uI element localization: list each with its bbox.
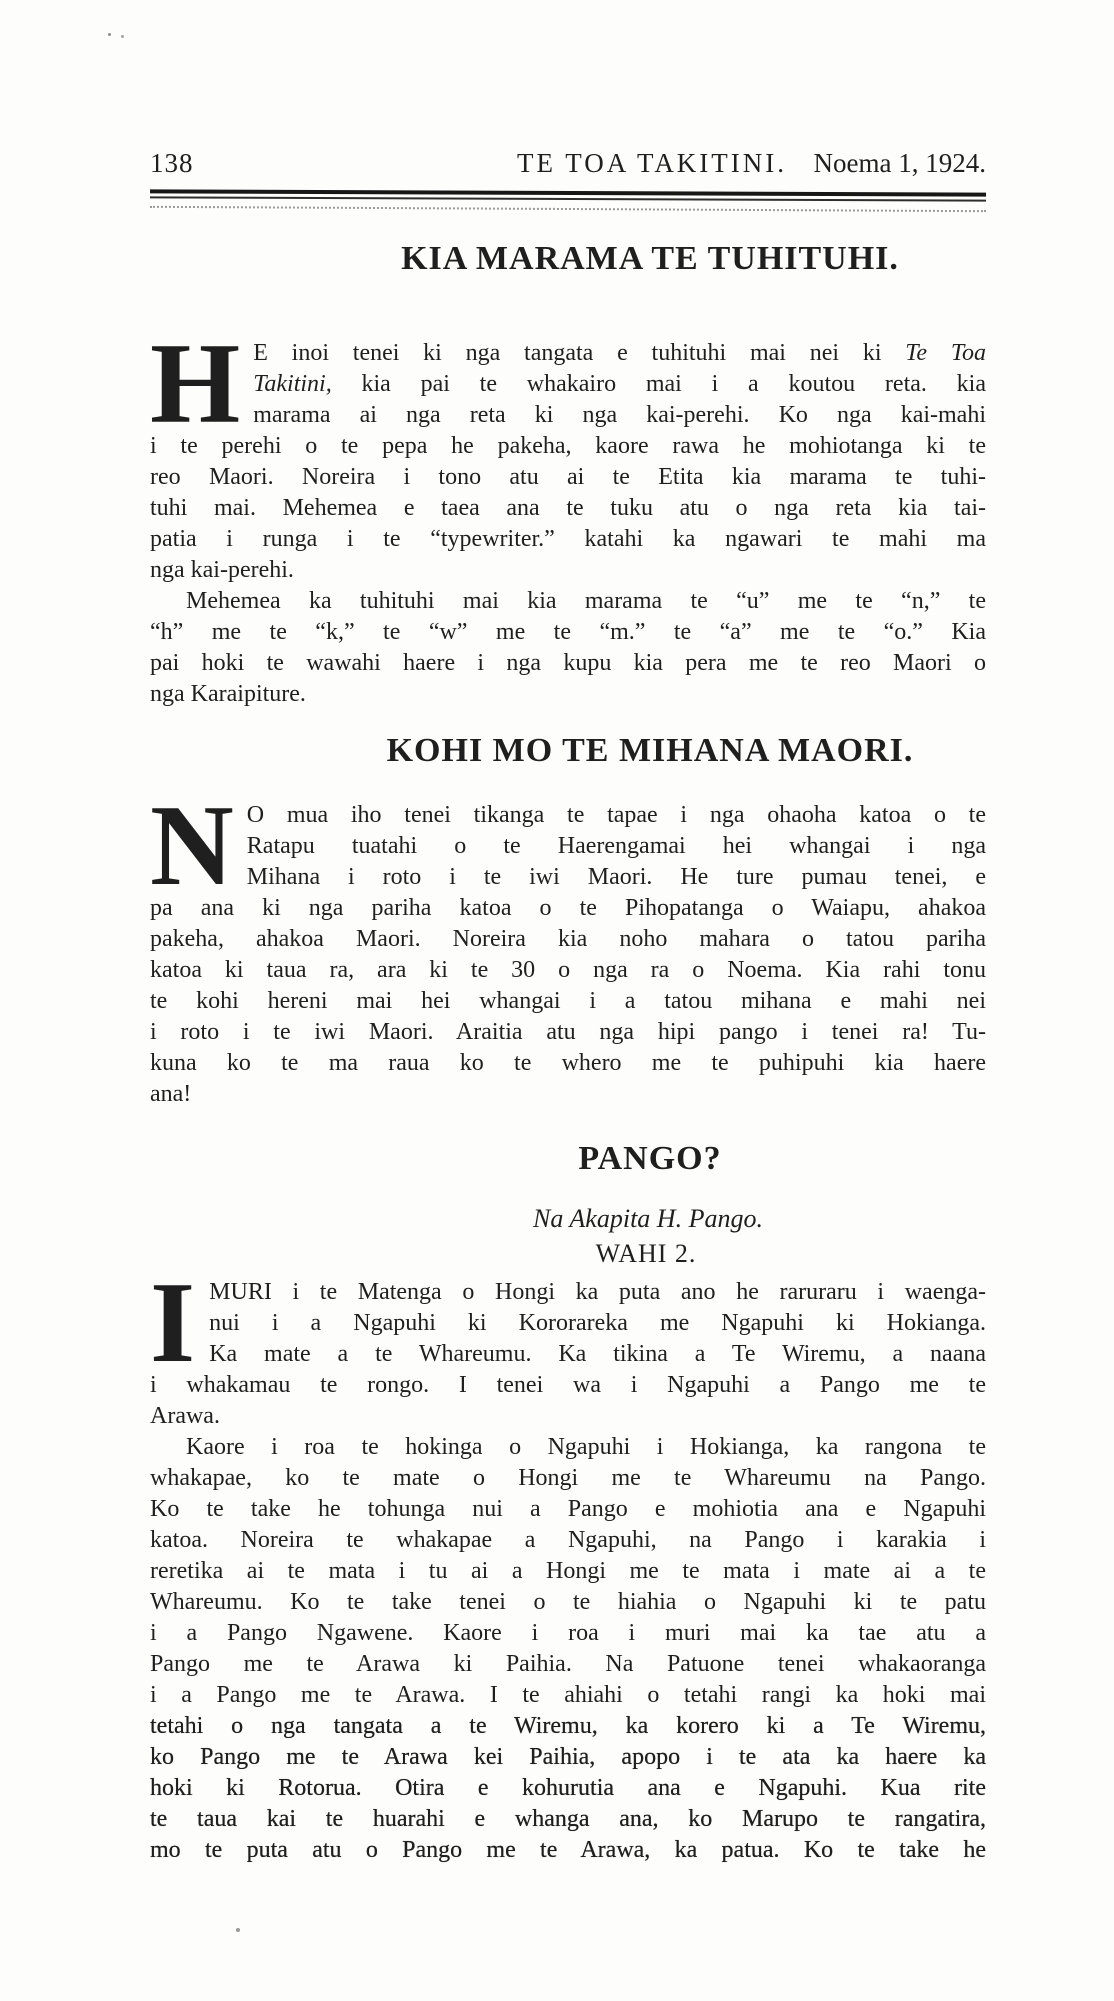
text-line: patia i runga i te “typewriter.” katahi ka ngawari te mahi ma <box>150 526 986 552</box>
text-line: te kohi hereni mai hei whangai i a tatou mihana e mahi nei <box>150 988 986 1014</box>
scan-artifact-dot <box>121 35 124 38</box>
header-rule <box>150 189 986 211</box>
text-line: katoa. Noreira te whakapae a Ngapuhi, na Pango i karakia i <box>150 1527 986 1553</box>
text-line: Ratapu tuatahi o te Haerengamai hei whangai i nga <box>246 833 986 859</box>
text-line <box>253 369 986 400</box>
text-line: Mehemea ka tuhituhi mai kia marama te “u” me te “n,” te <box>186 588 986 614</box>
rule-thick <box>150 189 986 196</box>
section-pango <box>150 1140 986 1866</box>
paragraph <box>150 782 986 1110</box>
section-kia-marama <box>150 240 986 710</box>
page-number: 138 <box>150 148 194 178</box>
text-segment: E inoi tenei ki nga tangata e tuhituhi mai nei ki <box>253 340 906 366</box>
text-segment: kia pai te whakairo mai i a koutou reta. kia <box>331 371 986 397</box>
section-kohi-mihana <box>150 732 986 1110</box>
text-line: Mihana i roto i te iwi Maori. He ture pumau tenei, e <box>246 864 986 890</box>
text-line: Arawa. <box>150 1403 220 1429</box>
section-heading: KOHI MO TE MIHANA MAORI. <box>386 732 914 769</box>
drop-cap: I <box>150 1259 196 1387</box>
text-line: i te perehi o te pepa he pakeha, kaore rawa he mohiotanga ki te <box>150 433 986 459</box>
text-line: tuhi mai. Mehemea e taea ana te tuku atu o nga reta kia tai- <box>150 495 986 521</box>
text-line: ko Pango me te Arawa kei Paihia, apopo i te ata ka haere ka <box>150 1744 986 1770</box>
text-line: whakapae, ko te mate o Hongi me te Whareumu na Pango. <box>150 1465 986 1491</box>
text-line <box>253 338 986 369</box>
drop-cap: H <box>150 320 241 448</box>
rule-faint <box>150 206 986 212</box>
text-line: Ko te take he tohunga nui a Pango e mohiotia ana e Ngapuhi <box>150 1496 986 1522</box>
text-line: “h” me te “k,” te “w” me te “m.” te “a” me te “o.” Kia <box>150 619 986 645</box>
byline: Na Akapita H. Pango. <box>533 1204 763 1233</box>
scan-artifact-dot <box>108 33 111 36</box>
paragraph <box>150 1432 986 1866</box>
text-line: i a Pango me te Arawa. I te ahiahi o tetahi rangi ka hoki mai <box>150 1682 986 1708</box>
text-line: MURI i te Matenga o Hongi ka puta ano he raruraru i waenga- <box>209 1279 986 1305</box>
text-line: marama ai nga reta ki nga kai-perehi. Ko nga kai-mahi <box>253 402 986 428</box>
dropcap-lines <box>247 800 986 893</box>
text-line: ana! <box>150 1081 192 1107</box>
text-line: nga kai-perehi. <box>150 557 294 583</box>
text-line: i a Pango Ngawene. Kaore i roa i muri mai ka tae atu a <box>150 1620 986 1646</box>
rule-medium <box>150 196 986 201</box>
scan-artifact-dot <box>236 1928 240 1932</box>
section-heading: PANGO? <box>578 1140 722 1177</box>
text-line: pakeha, ahakoa Maori. Noreira kia noho mahara o tatou pariha <box>150 926 986 952</box>
issue-date: Noema 1, 1924. <box>813 148 986 178</box>
text-line: pa ana ki nga pariha katoa o te Pihopatanga o Waiapu, ahakoa <box>150 895 986 921</box>
text-segment-italic: Takitini, <box>253 371 332 397</box>
text-line: O mua iho tenei tikanga te tapae i nga ohaoha katoa o te <box>246 802 986 828</box>
page-content <box>150 0 986 1866</box>
text-line: nui i a Ngapuhi ki Kororareka me Ngapuhi ki Hokianga. <box>209 1310 986 1336</box>
page-header <box>150 148 986 184</box>
text-line: Kaore i roa te hokinga o Ngapuhi i Hokianga, ka rangona te <box>186 1434 986 1460</box>
part-subheading: WAHI 2. <box>595 1239 697 1268</box>
text-line: te taua kai te huarahi e whanga ana, ko Marupo te rangatira, <box>150 1806 986 1832</box>
text-line: reretika ai te mata i tu ai a Hongi me te mata i mate ai a te <box>150 1558 986 1584</box>
text-line: hoki ki Rotorua. Otira e kohurutia ana e Ngapuhi. Kua rite <box>150 1775 986 1801</box>
paragraph <box>150 586 986 710</box>
text-line: katoa ki taua ra, ara ki te 30 o nga ra o Noema. Kia rahi tonu <box>150 957 986 983</box>
text-line: reo Maori. Noreira i tono atu ai te Etita kia marama te tuhi- <box>150 464 986 490</box>
text-line: i whakamau te rongo. I tenei wa i Ngapuhi a Pango me te <box>150 1372 986 1398</box>
paragraph <box>150 320 986 586</box>
journal-title: TE TOA TAKITINI. <box>516 148 788 178</box>
dropcap-lines <box>253 338 986 431</box>
text-segment-italic: Te Toa <box>905 340 986 366</box>
text-line: Ka mate a te Whareumu. Ka tikina a Te Wiremu, a naana <box>209 1341 986 1367</box>
text-line: mo te puta atu o Pango me te Arawa, ka patua. Ko te take he <box>150 1837 986 1863</box>
drop-cap: N <box>150 782 234 910</box>
text-line: kuna ko te ma raua ko te whero me te puhipuhi kia haere <box>150 1050 986 1076</box>
paragraph <box>150 1259 986 1432</box>
text-line: Whareumu. Ko te take tenei o te hiahia o Ngapuhi ki te patu <box>150 1589 986 1615</box>
text-line: nga Karaipiture. <box>150 681 306 707</box>
text-line: tetahi o nga tangata a te Wiremu, ka korero ki a Te Wiremu, <box>150 1713 986 1739</box>
dropcap-lines <box>209 1277 986 1370</box>
text-line: Pango me te Arawa ki Paihia. Na Patuone tenei whakaoranga <box>150 1651 986 1677</box>
section-heading: KIA MARAMA TE TUHITUHI. <box>401 240 899 277</box>
text-line: pai hoki te wawahi haere i nga kupu kia pera me te reo Maori o <box>150 650 986 676</box>
text-line: i roto i te iwi Maori. Araitia atu nga hipi pango i tenei ra! Tu- <box>150 1019 986 1045</box>
